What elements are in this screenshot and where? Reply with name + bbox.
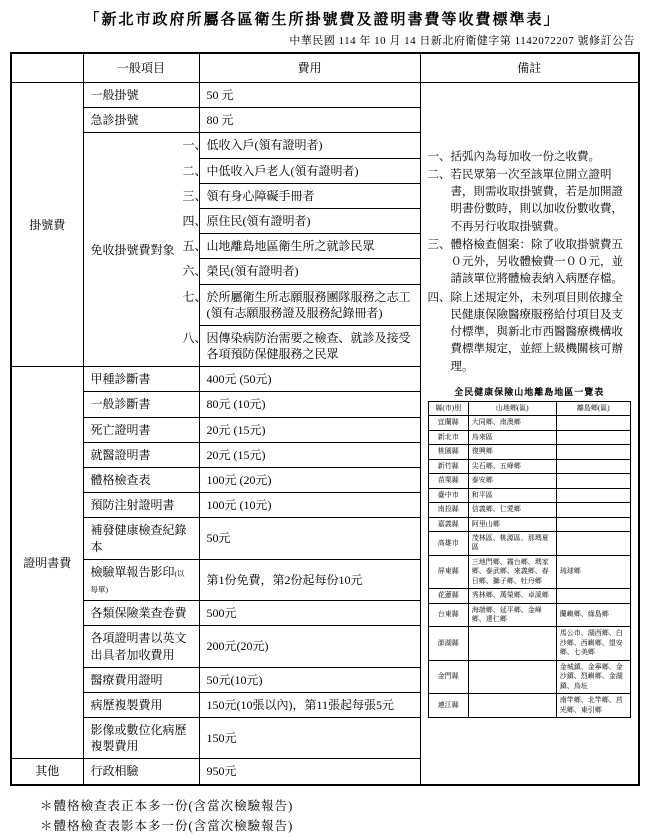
category-registration: 掛號費 <box>11 83 83 367</box>
footnote-line: ＊體格檢查表正本多一份(含當次檢驗報告) <box>40 798 294 813</box>
subtable-header-island: 離島鄉(區) <box>556 402 630 416</box>
fee-cell: 第1份免費，第2份起每份10元 <box>199 559 420 600</box>
category-other: 其他 <box>11 759 83 785</box>
header-empty-cell <box>11 53 83 83</box>
island-cell <box>556 416 630 430</box>
fee-cell: 150元(10張以內)，第11張起每張5元 <box>199 692 420 717</box>
subtable-row <box>428 488 630 502</box>
fee-cell: 20元 (15元) <box>199 442 420 467</box>
mountain-cell: 和平區 <box>468 488 556 502</box>
county-cell: 臺中市 <box>428 488 468 502</box>
footnotes <box>40 796 645 837</box>
item-cell: 各類保險業查卷費 <box>83 601 199 626</box>
item-cell: 影像或數位化病歷複製費用 <box>83 718 199 759</box>
county-cell: 花蓮縣 <box>428 589 468 603</box>
mountain-cell: 茂林區、桃源區、那瑪夏區 <box>468 531 556 555</box>
county-cell: 新竹縣 <box>428 459 468 473</box>
island-cell: 蘭嶼鄉、綠島鄉 <box>556 603 630 627</box>
waiver-item: 四、原住民(領有證明者) <box>199 208 420 233</box>
page-title: 「新北市政府所屬各區衛生所掛號費及證明書費等收費標準表」 <box>84 12 561 28</box>
item-label: 檢驗單報告影印 <box>90 564 175 579</box>
island-cell <box>556 474 630 488</box>
island-cell <box>556 531 630 555</box>
item-cell: 一般掛號 <box>83 83 199 108</box>
mountain-cell <box>468 627 556 660</box>
fee-cell: 100元 (10元) <box>199 493 420 518</box>
waiver-item: 八、因傳染病防治需要之檢查、就診及接受各項預防保健服務之民眾 <box>199 325 420 366</box>
mountain-cell <box>468 694 556 718</box>
item-cell: 體格檢查表 <box>83 468 199 493</box>
header-general-item: 一般項目 <box>83 53 199 83</box>
mountain-island-table <box>428 401 631 718</box>
subtable-row <box>428 660 630 693</box>
county-cell: 澎湖縣 <box>428 627 468 660</box>
item-cell: 醫療費用證明 <box>83 667 199 692</box>
county-cell: 高雄市 <box>428 531 468 555</box>
mountain-cell: 烏來區 <box>468 430 556 444</box>
fee-cell: 150元 <box>199 718 420 759</box>
item-cell: 就醫證明書 <box>83 442 199 467</box>
county-cell: 金門縣 <box>428 660 468 693</box>
item-cell: 死亡證明書 <box>83 417 199 442</box>
island-cell <box>556 445 630 459</box>
mountain-cell: 阿里山鄉 <box>468 517 556 531</box>
subtable-header-mountain: 山地鄉(區) <box>468 402 556 416</box>
announcement-date-line: 中華民國 114 年 10 月 14 日新北府衛健字第 1142072207 號修訂公告 <box>289 35 635 47</box>
fee-cell: 50元(10元) <box>199 667 420 692</box>
remark-note: 三、體格檢查個案：除了收取掛號費五０元外，另收體檢費一００元，並請該單位將體檢表納入病歷存檔。 <box>427 238 623 286</box>
island-cell: 馬公市、湖西鄉、白沙鄉、西嶼鄉、望安鄉、七美鄉 <box>556 627 630 660</box>
item-cell: 急診掛號 <box>83 108 199 133</box>
fee-cell: 500元 <box>199 601 420 626</box>
item-cell: 預防注射證明書 <box>83 493 199 518</box>
subtable-title: 全民健康保險山地離島地區一覽表 <box>454 386 605 397</box>
subtable-row <box>428 459 630 473</box>
category-certificates: 證明書費 <box>11 367 83 759</box>
item-cell: 補發健康檢查紀錄本 <box>83 518 199 559</box>
island-cell <box>556 430 630 444</box>
subtable-row <box>428 694 630 718</box>
fee-cell: 950元 <box>199 759 420 785</box>
item-cell: 甲種診斷書 <box>83 367 199 392</box>
item-cell: 病歷複製費用 <box>83 692 199 717</box>
item-cell <box>83 559 199 600</box>
county-cell: 南投縣 <box>428 503 468 517</box>
waiver-item: 七、於所屬衛生所志願服務團隊服務之志工(領有志願服務證及服務紀錄冊者) <box>199 284 420 325</box>
county-cell: 宜蘭縣 <box>428 416 468 430</box>
county-cell: 新北市 <box>428 430 468 444</box>
subtable-row <box>428 416 630 430</box>
fee-cell: 50 元 <box>199 83 420 108</box>
county-cell: 屏東縣 <box>428 555 468 588</box>
remark-note: 一、括弧內為每加收一份之收費。 <box>427 150 600 163</box>
subtable-row <box>428 627 630 660</box>
fee-table <box>10 52 640 786</box>
island-cell: 琉球鄉 <box>556 555 630 588</box>
county-cell: 台東縣 <box>428 603 468 627</box>
island-cell <box>556 503 630 517</box>
subtable-row <box>428 603 630 627</box>
fee-cell: 80元 (10元) <box>199 392 420 417</box>
island-cell <box>556 488 630 502</box>
mountain-cell: 海端鄉、延平鄉、金峰鄉、達仁鄉 <box>468 603 556 627</box>
subtable-header-county: 縣(市)別 <box>428 402 468 416</box>
item-cell: 各項證明書以英文出具者加收費用 <box>83 626 199 667</box>
island-cell <box>556 517 630 531</box>
fee-cell: 50元 <box>199 518 420 559</box>
mountain-cell: 信義鄉、仁愛鄉 <box>468 503 556 517</box>
remark-note: 四、除上述規定外，未列項目則依據全民健康保險醫療服務給付項目及支付標準，與新北市西醫醫療機構收費標準規定，並經上級機關核可辦理。 <box>427 291 623 373</box>
county-cell: 連江縣 <box>428 694 468 718</box>
county-cell: 嘉義縣 <box>428 517 468 531</box>
mountain-cell: 復興鄉 <box>468 445 556 459</box>
remark-note: 二、若民眾第一次至該單位開立證明書，則需收取掛號費，若是加開證明書份數時，則以加收份數收費，不再另行收取掛號費。 <box>427 168 623 233</box>
waiver-item: 三、領有身心障礙手冊者 <box>199 183 420 208</box>
waiver-item: 五、山地離島地區衛生所之就診民眾 <box>199 234 420 259</box>
waiver-item: 二、中低收入戶老人(領有證明者) <box>199 158 420 183</box>
subtable-row <box>428 474 630 488</box>
subtable-row <box>428 555 630 588</box>
subtable-row <box>428 517 630 531</box>
remarks-cell <box>420 83 639 785</box>
fee-cell: 20元 (15元) <box>199 417 420 442</box>
mountain-cell: 三地門鄉、霧台鄉、瑪家鄉、泰武鄉、來義鄉、春日鄉、獅子鄉、牡丹鄉 <box>468 555 556 588</box>
fee-cell: 80 元 <box>199 108 420 133</box>
subtable-row <box>428 589 630 603</box>
item-cell: 一般診斷書 <box>83 392 199 417</box>
waiver-item: 六、榮民(領有證明者) <box>199 259 420 284</box>
footnote-line: ＊體格檢查表影本多一份(含當次檢驗報告) <box>40 819 294 834</box>
mountain-cell <box>468 660 556 693</box>
subtable-row <box>428 445 630 459</box>
island-cell <box>556 589 630 603</box>
mountain-cell: 尖石鄉、五峰鄉 <box>468 459 556 473</box>
mountain-cell: 秀林鄉、萬榮鄉、卓溪鄉 <box>468 589 556 603</box>
subtable-header-row <box>428 402 630 416</box>
island-cell: 南竿鄉、北竿鄉、莒光鄉、東引鄉 <box>556 694 630 718</box>
item-small-note: (以每單) <box>90 568 185 594</box>
mountain-cell: 大同鄉、南澳鄉 <box>468 416 556 430</box>
waiver-item: 一、低收入戶(領有證明者) <box>199 133 420 158</box>
header-remark: 備註 <box>420 53 639 83</box>
county-cell: 苗栗縣 <box>428 474 468 488</box>
fee-cell: 200元(20元) <box>199 626 420 667</box>
item-cell: 行政相驗 <box>83 759 199 785</box>
table-header-row <box>11 53 639 83</box>
table-row <box>11 83 639 108</box>
header-fee: 費用 <box>199 53 420 83</box>
subtable-row <box>428 531 630 555</box>
waiver-label-cell: 免收掛號費對象 <box>83 133 199 367</box>
island-cell: 金城鎮、金寧鄉、金沙鎮、烈嶼鄉、金湖鎮、烏坵 <box>556 660 630 693</box>
fee-cell: 400元 (50元) <box>199 367 420 392</box>
fee-cell: 100元 (20元) <box>199 468 420 493</box>
mountain-cell: 泰安鄉 <box>468 474 556 488</box>
island-cell <box>556 459 630 473</box>
subtable-row <box>428 430 630 444</box>
subtable-row <box>428 503 630 517</box>
county-cell: 桃園縣 <box>428 445 468 459</box>
